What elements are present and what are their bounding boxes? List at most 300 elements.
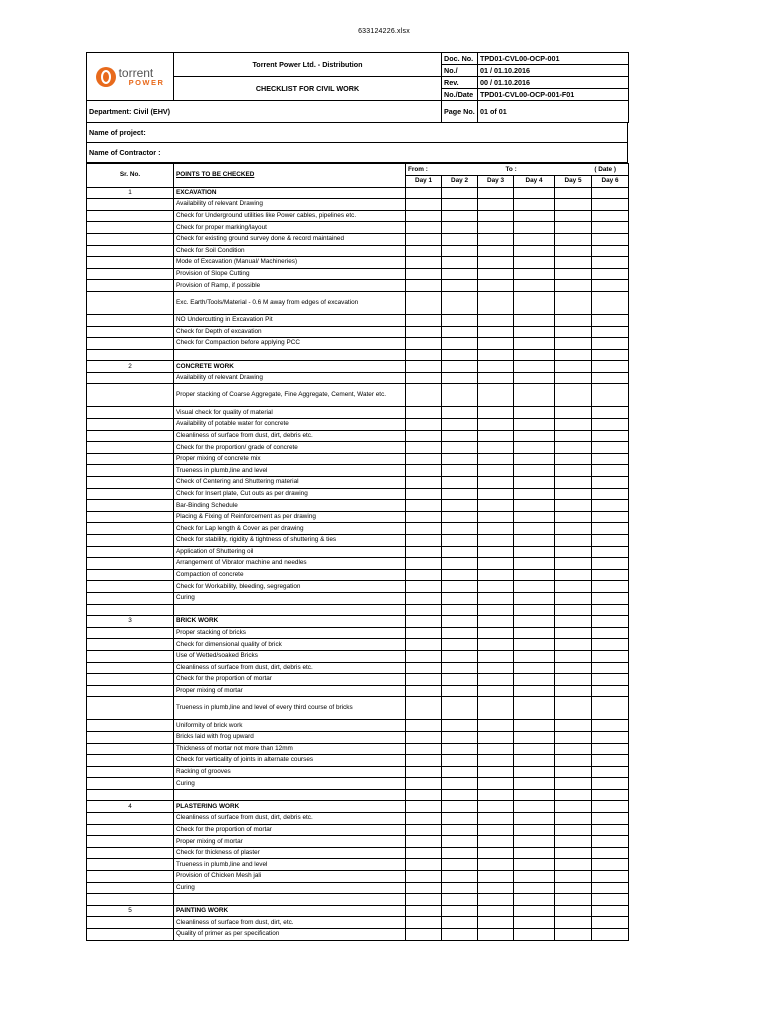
day-5-check-cell[interactable] bbox=[555, 338, 592, 350]
day-2-check-cell[interactable] bbox=[442, 604, 478, 616]
day-5-check-cell[interactable] bbox=[555, 650, 592, 662]
day-6-check-cell[interactable] bbox=[592, 338, 629, 350]
day-5-check-cell[interactable] bbox=[555, 674, 592, 686]
day-2-check-cell[interactable] bbox=[442, 894, 478, 906]
day-4-check-cell[interactable] bbox=[514, 477, 555, 489]
day-4-check-cell[interactable] bbox=[514, 731, 555, 743]
day-6-check-cell[interactable] bbox=[592, 859, 629, 871]
day-5-check-cell[interactable] bbox=[555, 604, 592, 616]
day-6-check-cell[interactable] bbox=[592, 685, 629, 697]
day-3-check-cell[interactable] bbox=[478, 581, 514, 593]
day-6-check-cell[interactable] bbox=[592, 245, 629, 257]
day-5-check-cell[interactable] bbox=[555, 349, 592, 361]
day-3-check-cell[interactable] bbox=[478, 314, 514, 326]
day-1-check-cell[interactable] bbox=[406, 419, 442, 431]
day-6-check-cell[interactable] bbox=[592, 650, 629, 662]
day-4-check-cell[interactable] bbox=[514, 326, 555, 338]
day-2-check-cell[interactable] bbox=[442, 871, 478, 883]
day-4-check-cell[interactable] bbox=[514, 894, 555, 906]
day-3-check-cell[interactable] bbox=[478, 257, 514, 269]
day-4-check-cell[interactable] bbox=[514, 743, 555, 755]
day-2-check-cell[interactable] bbox=[442, 801, 478, 813]
day-2-check-cell[interactable] bbox=[442, 291, 478, 314]
day-4-check-cell[interactable] bbox=[514, 384, 555, 407]
day-5-check-cell[interactable] bbox=[555, 361, 592, 373]
day-4-check-cell[interactable] bbox=[514, 662, 555, 674]
day-2-check-cell[interactable] bbox=[442, 569, 478, 581]
day-6-check-cell[interactable] bbox=[592, 813, 629, 825]
day-1-check-cell[interactable] bbox=[406, 465, 442, 477]
day-6-check-cell[interactable] bbox=[592, 569, 629, 581]
day-6-check-cell[interactable] bbox=[592, 720, 629, 732]
day-1-check-cell[interactable] bbox=[406, 592, 442, 604]
day-5-check-cell[interactable] bbox=[555, 268, 592, 280]
day-2-check-cell[interactable] bbox=[442, 697, 478, 720]
day-3-check-cell[interactable] bbox=[478, 453, 514, 465]
day-2-check-cell[interactable] bbox=[442, 743, 478, 755]
day-4-check-cell[interactable] bbox=[514, 627, 555, 639]
day-2-check-cell[interactable] bbox=[442, 187, 478, 199]
day-6-check-cell[interactable] bbox=[592, 268, 629, 280]
day-2-check-cell[interactable] bbox=[442, 639, 478, 651]
day-6-check-cell[interactable] bbox=[592, 384, 629, 407]
day-2-check-cell[interactable] bbox=[442, 349, 478, 361]
day-2-check-cell[interactable] bbox=[442, 314, 478, 326]
day-4-check-cell[interactable] bbox=[514, 847, 555, 859]
day-2-check-cell[interactable] bbox=[442, 453, 478, 465]
day-3-check-cell[interactable] bbox=[478, 511, 514, 523]
day-6-check-cell[interactable] bbox=[592, 546, 629, 558]
day-4-check-cell[interactable] bbox=[514, 824, 555, 836]
day-1-check-cell[interactable] bbox=[406, 731, 442, 743]
day-4-check-cell[interactable] bbox=[514, 720, 555, 732]
day-6-check-cell[interactable] bbox=[592, 535, 629, 547]
day-1-check-cell[interactable] bbox=[406, 384, 442, 407]
day-6-check-cell[interactable] bbox=[592, 488, 629, 500]
day-3-check-cell[interactable] bbox=[478, 430, 514, 442]
day-3-check-cell[interactable] bbox=[478, 894, 514, 906]
day-4-check-cell[interactable] bbox=[514, 419, 555, 431]
day-5-check-cell[interactable] bbox=[555, 523, 592, 535]
day-2-check-cell[interactable] bbox=[442, 824, 478, 836]
day-5-check-cell[interactable] bbox=[555, 326, 592, 338]
day-1-check-cell[interactable] bbox=[406, 650, 442, 662]
day-1-check-cell[interactable] bbox=[406, 627, 442, 639]
day-6-check-cell[interactable] bbox=[592, 882, 629, 894]
day-2-check-cell[interactable] bbox=[442, 477, 478, 489]
day-1-check-cell[interactable] bbox=[406, 222, 442, 234]
day-4-check-cell[interactable] bbox=[514, 905, 555, 917]
day-6-check-cell[interactable] bbox=[592, 627, 629, 639]
day-1-check-cell[interactable] bbox=[406, 477, 442, 489]
day-6-check-cell[interactable] bbox=[592, 824, 629, 836]
day-1-check-cell[interactable] bbox=[406, 801, 442, 813]
day-5-check-cell[interactable] bbox=[555, 442, 592, 454]
day-2-check-cell[interactable] bbox=[442, 836, 478, 848]
day-1-check-cell[interactable] bbox=[406, 685, 442, 697]
day-4-check-cell[interactable] bbox=[514, 859, 555, 871]
day-2-check-cell[interactable] bbox=[442, 674, 478, 686]
day-6-check-cell[interactable] bbox=[592, 419, 629, 431]
day-1-check-cell[interactable] bbox=[406, 662, 442, 674]
day-1-check-cell[interactable] bbox=[406, 338, 442, 350]
day-6-check-cell[interactable] bbox=[592, 894, 629, 906]
day-5-check-cell[interactable] bbox=[555, 755, 592, 767]
day-2-check-cell[interactable] bbox=[442, 407, 478, 419]
day-2-check-cell[interactable] bbox=[442, 280, 478, 292]
day-3-check-cell[interactable] bbox=[478, 917, 514, 929]
day-1-check-cell[interactable] bbox=[406, 604, 442, 616]
day-5-check-cell[interactable] bbox=[555, 187, 592, 199]
day-1-check-cell[interactable] bbox=[406, 210, 442, 222]
day-4-check-cell[interactable] bbox=[514, 361, 555, 373]
day-3-check-cell[interactable] bbox=[478, 222, 514, 234]
day-2-check-cell[interactable] bbox=[442, 465, 478, 477]
day-4-check-cell[interactable] bbox=[514, 569, 555, 581]
day-2-check-cell[interactable] bbox=[442, 789, 478, 801]
day-1-check-cell[interactable] bbox=[406, 314, 442, 326]
day-1-check-cell[interactable] bbox=[406, 720, 442, 732]
day-1-check-cell[interactable] bbox=[406, 766, 442, 778]
day-6-check-cell[interactable] bbox=[592, 361, 629, 373]
day-5-check-cell[interactable] bbox=[555, 720, 592, 732]
day-4-check-cell[interactable] bbox=[514, 291, 555, 314]
day-3-check-cell[interactable] bbox=[478, 535, 514, 547]
day-6-check-cell[interactable] bbox=[592, 222, 629, 234]
day-5-check-cell[interactable] bbox=[555, 871, 592, 883]
day-3-check-cell[interactable] bbox=[478, 616, 514, 628]
day-6-check-cell[interactable] bbox=[592, 233, 629, 245]
day-1-check-cell[interactable] bbox=[406, 581, 442, 593]
day-4-check-cell[interactable] bbox=[514, 581, 555, 593]
day-1-check-cell[interactable] bbox=[406, 569, 442, 581]
day-1-check-cell[interactable] bbox=[406, 257, 442, 269]
day-1-check-cell[interactable] bbox=[406, 372, 442, 384]
day-4-check-cell[interactable] bbox=[514, 280, 555, 292]
day-4-check-cell[interactable] bbox=[514, 523, 555, 535]
day-6-check-cell[interactable] bbox=[592, 314, 629, 326]
day-3-check-cell[interactable] bbox=[478, 859, 514, 871]
day-3-check-cell[interactable] bbox=[478, 372, 514, 384]
day-6-check-cell[interactable] bbox=[592, 836, 629, 848]
day-3-check-cell[interactable] bbox=[478, 465, 514, 477]
day-2-check-cell[interactable] bbox=[442, 442, 478, 454]
day-4-check-cell[interactable] bbox=[514, 407, 555, 419]
day-5-check-cell[interactable] bbox=[555, 662, 592, 674]
day-5-check-cell[interactable] bbox=[555, 836, 592, 848]
day-6-check-cell[interactable] bbox=[592, 210, 629, 222]
day-2-check-cell[interactable] bbox=[442, 222, 478, 234]
day-3-check-cell[interactable] bbox=[478, 268, 514, 280]
day-2-check-cell[interactable] bbox=[442, 731, 478, 743]
day-3-check-cell[interactable] bbox=[478, 523, 514, 535]
day-3-check-cell[interactable] bbox=[478, 662, 514, 674]
day-2-check-cell[interactable] bbox=[442, 778, 478, 790]
day-4-check-cell[interactable] bbox=[514, 917, 555, 929]
day-1-check-cell[interactable] bbox=[406, 905, 442, 917]
day-4-check-cell[interactable] bbox=[514, 604, 555, 616]
day-6-check-cell[interactable] bbox=[592, 604, 629, 616]
day-5-check-cell[interactable] bbox=[555, 859, 592, 871]
day-2-check-cell[interactable] bbox=[442, 650, 478, 662]
day-6-check-cell[interactable] bbox=[592, 662, 629, 674]
day-5-check-cell[interactable] bbox=[555, 824, 592, 836]
day-3-check-cell[interactable] bbox=[478, 882, 514, 894]
day-5-check-cell[interactable] bbox=[555, 813, 592, 825]
day-4-check-cell[interactable] bbox=[514, 430, 555, 442]
day-6-check-cell[interactable] bbox=[592, 257, 629, 269]
day-3-check-cell[interactable] bbox=[478, 778, 514, 790]
day-1-check-cell[interactable] bbox=[406, 894, 442, 906]
day-2-check-cell[interactable] bbox=[442, 372, 478, 384]
day-3-check-cell[interactable] bbox=[478, 245, 514, 257]
day-1-check-cell[interactable] bbox=[406, 546, 442, 558]
day-5-check-cell[interactable] bbox=[555, 257, 592, 269]
day-1-check-cell[interactable] bbox=[406, 674, 442, 686]
day-5-check-cell[interactable] bbox=[555, 731, 592, 743]
day-1-check-cell[interactable] bbox=[406, 929, 442, 941]
day-6-check-cell[interactable] bbox=[592, 917, 629, 929]
day-1-check-cell[interactable] bbox=[406, 882, 442, 894]
day-1-check-cell[interactable] bbox=[406, 511, 442, 523]
day-1-check-cell[interactable] bbox=[406, 755, 442, 767]
day-2-check-cell[interactable] bbox=[442, 929, 478, 941]
day-5-check-cell[interactable] bbox=[555, 245, 592, 257]
day-5-check-cell[interactable] bbox=[555, 280, 592, 292]
day-3-check-cell[interactable] bbox=[478, 199, 514, 211]
day-5-check-cell[interactable] bbox=[555, 778, 592, 790]
day-3-check-cell[interactable] bbox=[478, 650, 514, 662]
day-3-check-cell[interactable] bbox=[478, 755, 514, 767]
day-6-check-cell[interactable] bbox=[592, 291, 629, 314]
day-5-check-cell[interactable] bbox=[555, 546, 592, 558]
day-3-check-cell[interactable] bbox=[478, 477, 514, 489]
day-4-check-cell[interactable] bbox=[514, 882, 555, 894]
day-3-check-cell[interactable] bbox=[478, 720, 514, 732]
day-6-check-cell[interactable] bbox=[592, 778, 629, 790]
day-6-check-cell[interactable] bbox=[592, 372, 629, 384]
day-5-check-cell[interactable] bbox=[555, 929, 592, 941]
day-5-check-cell[interactable] bbox=[555, 210, 592, 222]
day-2-check-cell[interactable] bbox=[442, 326, 478, 338]
day-1-check-cell[interactable] bbox=[406, 361, 442, 373]
day-2-check-cell[interactable] bbox=[442, 755, 478, 767]
day-4-check-cell[interactable] bbox=[514, 349, 555, 361]
day-2-check-cell[interactable] bbox=[442, 338, 478, 350]
day-4-check-cell[interactable] bbox=[514, 488, 555, 500]
day-6-check-cell[interactable] bbox=[592, 731, 629, 743]
day-6-check-cell[interactable] bbox=[592, 453, 629, 465]
day-5-check-cell[interactable] bbox=[555, 384, 592, 407]
day-2-check-cell[interactable] bbox=[442, 268, 478, 280]
day-5-check-cell[interactable] bbox=[555, 766, 592, 778]
day-6-check-cell[interactable] bbox=[592, 326, 629, 338]
day-3-check-cell[interactable] bbox=[478, 871, 514, 883]
day-6-check-cell[interactable] bbox=[592, 349, 629, 361]
day-2-check-cell[interactable] bbox=[442, 558, 478, 570]
day-1-check-cell[interactable] bbox=[406, 743, 442, 755]
day-2-check-cell[interactable] bbox=[442, 257, 478, 269]
day-4-check-cell[interactable] bbox=[514, 268, 555, 280]
day-4-check-cell[interactable] bbox=[514, 674, 555, 686]
day-4-check-cell[interactable] bbox=[514, 465, 555, 477]
day-1-check-cell[interactable] bbox=[406, 824, 442, 836]
day-4-check-cell[interactable] bbox=[514, 511, 555, 523]
day-5-check-cell[interactable] bbox=[555, 592, 592, 604]
day-6-check-cell[interactable] bbox=[592, 465, 629, 477]
day-4-check-cell[interactable] bbox=[514, 442, 555, 454]
day-1-check-cell[interactable] bbox=[406, 523, 442, 535]
day-3-check-cell[interactable] bbox=[478, 233, 514, 245]
day-2-check-cell[interactable] bbox=[442, 233, 478, 245]
day-1-check-cell[interactable] bbox=[406, 199, 442, 211]
day-1-check-cell[interactable] bbox=[406, 859, 442, 871]
day-1-check-cell[interactable] bbox=[406, 871, 442, 883]
day-5-check-cell[interactable] bbox=[555, 511, 592, 523]
day-6-check-cell[interactable] bbox=[592, 199, 629, 211]
day-3-check-cell[interactable] bbox=[478, 905, 514, 917]
day-2-check-cell[interactable] bbox=[442, 766, 478, 778]
day-3-check-cell[interactable] bbox=[478, 326, 514, 338]
day-5-check-cell[interactable] bbox=[555, 905, 592, 917]
day-2-check-cell[interactable] bbox=[442, 535, 478, 547]
day-1-check-cell[interactable] bbox=[406, 836, 442, 848]
day-3-check-cell[interactable] bbox=[478, 743, 514, 755]
day-2-check-cell[interactable] bbox=[442, 616, 478, 628]
day-3-check-cell[interactable] bbox=[478, 929, 514, 941]
day-3-check-cell[interactable] bbox=[478, 546, 514, 558]
day-1-check-cell[interactable] bbox=[406, 535, 442, 547]
day-4-check-cell[interactable] bbox=[514, 697, 555, 720]
day-1-check-cell[interactable] bbox=[406, 442, 442, 454]
day-2-check-cell[interactable] bbox=[442, 245, 478, 257]
day-5-check-cell[interactable] bbox=[555, 917, 592, 929]
day-1-check-cell[interactable] bbox=[406, 616, 442, 628]
day-1-check-cell[interactable] bbox=[406, 291, 442, 314]
day-4-check-cell[interactable] bbox=[514, 500, 555, 512]
day-1-check-cell[interactable] bbox=[406, 917, 442, 929]
day-4-check-cell[interactable] bbox=[514, 789, 555, 801]
day-5-check-cell[interactable] bbox=[555, 500, 592, 512]
day-2-check-cell[interactable] bbox=[442, 546, 478, 558]
day-4-check-cell[interactable] bbox=[514, 222, 555, 234]
day-2-check-cell[interactable] bbox=[442, 905, 478, 917]
day-2-check-cell[interactable] bbox=[442, 685, 478, 697]
day-5-check-cell[interactable] bbox=[555, 685, 592, 697]
day-1-check-cell[interactable] bbox=[406, 500, 442, 512]
day-6-check-cell[interactable] bbox=[592, 755, 629, 767]
day-4-check-cell[interactable] bbox=[514, 801, 555, 813]
day-3-check-cell[interactable] bbox=[478, 847, 514, 859]
day-5-check-cell[interactable] bbox=[555, 581, 592, 593]
day-5-check-cell[interactable] bbox=[555, 465, 592, 477]
day-3-check-cell[interactable] bbox=[478, 685, 514, 697]
day-4-check-cell[interactable] bbox=[514, 546, 555, 558]
day-5-check-cell[interactable] bbox=[555, 801, 592, 813]
day-5-check-cell[interactable] bbox=[555, 453, 592, 465]
day-5-check-cell[interactable] bbox=[555, 372, 592, 384]
day-6-check-cell[interactable] bbox=[592, 558, 629, 570]
day-4-check-cell[interactable] bbox=[514, 766, 555, 778]
day-2-check-cell[interactable] bbox=[442, 917, 478, 929]
day-1-check-cell[interactable] bbox=[406, 813, 442, 825]
day-5-check-cell[interactable] bbox=[555, 639, 592, 651]
day-5-check-cell[interactable] bbox=[555, 697, 592, 720]
day-4-check-cell[interactable] bbox=[514, 187, 555, 199]
day-6-check-cell[interactable] bbox=[592, 697, 629, 720]
day-6-check-cell[interactable] bbox=[592, 592, 629, 604]
day-4-check-cell[interactable] bbox=[514, 639, 555, 651]
day-2-check-cell[interactable] bbox=[442, 210, 478, 222]
day-3-check-cell[interactable] bbox=[478, 384, 514, 407]
day-5-check-cell[interactable] bbox=[555, 407, 592, 419]
day-6-check-cell[interactable] bbox=[592, 674, 629, 686]
day-5-check-cell[interactable] bbox=[555, 535, 592, 547]
day-4-check-cell[interactable] bbox=[514, 871, 555, 883]
day-5-check-cell[interactable] bbox=[555, 430, 592, 442]
day-4-check-cell[interactable] bbox=[514, 257, 555, 269]
day-3-check-cell[interactable] bbox=[478, 210, 514, 222]
day-3-check-cell[interactable] bbox=[478, 813, 514, 825]
day-4-check-cell[interactable] bbox=[514, 199, 555, 211]
day-3-check-cell[interactable] bbox=[478, 674, 514, 686]
day-5-check-cell[interactable] bbox=[555, 477, 592, 489]
day-6-check-cell[interactable] bbox=[592, 187, 629, 199]
day-2-check-cell[interactable] bbox=[442, 488, 478, 500]
day-3-check-cell[interactable] bbox=[478, 639, 514, 651]
day-4-check-cell[interactable] bbox=[514, 338, 555, 350]
day-1-check-cell[interactable] bbox=[406, 558, 442, 570]
day-3-check-cell[interactable] bbox=[478, 604, 514, 616]
day-1-check-cell[interactable] bbox=[406, 847, 442, 859]
day-1-check-cell[interactable] bbox=[406, 233, 442, 245]
day-6-check-cell[interactable] bbox=[592, 442, 629, 454]
day-3-check-cell[interactable] bbox=[478, 697, 514, 720]
day-1-check-cell[interactable] bbox=[406, 639, 442, 651]
day-2-check-cell[interactable] bbox=[442, 523, 478, 535]
day-2-check-cell[interactable] bbox=[442, 882, 478, 894]
day-5-check-cell[interactable] bbox=[555, 894, 592, 906]
day-6-check-cell[interactable] bbox=[592, 639, 629, 651]
day-1-check-cell[interactable] bbox=[406, 349, 442, 361]
day-3-check-cell[interactable] bbox=[478, 280, 514, 292]
day-4-check-cell[interactable] bbox=[514, 245, 555, 257]
day-3-check-cell[interactable] bbox=[478, 731, 514, 743]
day-1-check-cell[interactable] bbox=[406, 453, 442, 465]
day-4-check-cell[interactable] bbox=[514, 314, 555, 326]
day-1-check-cell[interactable] bbox=[406, 789, 442, 801]
day-4-check-cell[interactable] bbox=[514, 929, 555, 941]
day-1-check-cell[interactable] bbox=[406, 778, 442, 790]
day-5-check-cell[interactable] bbox=[555, 199, 592, 211]
day-6-check-cell[interactable] bbox=[592, 477, 629, 489]
day-1-check-cell[interactable] bbox=[406, 187, 442, 199]
day-1-check-cell[interactable] bbox=[406, 245, 442, 257]
day-4-check-cell[interactable] bbox=[514, 778, 555, 790]
day-6-check-cell[interactable] bbox=[592, 616, 629, 628]
day-3-check-cell[interactable] bbox=[478, 419, 514, 431]
day-1-check-cell[interactable] bbox=[406, 488, 442, 500]
day-2-check-cell[interactable] bbox=[442, 847, 478, 859]
day-3-check-cell[interactable] bbox=[478, 407, 514, 419]
day-2-check-cell[interactable] bbox=[442, 720, 478, 732]
day-2-check-cell[interactable] bbox=[442, 361, 478, 373]
day-3-check-cell[interactable] bbox=[478, 558, 514, 570]
day-6-check-cell[interactable] bbox=[592, 523, 629, 535]
day-3-check-cell[interactable] bbox=[478, 569, 514, 581]
day-6-check-cell[interactable] bbox=[592, 500, 629, 512]
day-2-check-cell[interactable] bbox=[442, 592, 478, 604]
